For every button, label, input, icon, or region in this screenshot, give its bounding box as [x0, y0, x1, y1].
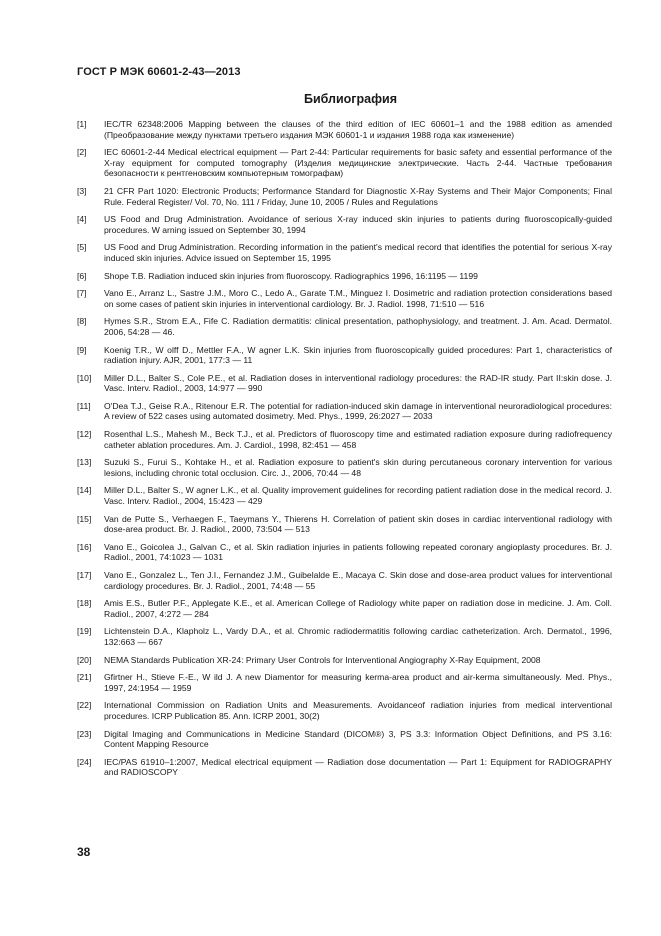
bibliography-entry	[77, 119, 612, 140]
bibliography-entry	[77, 345, 612, 366]
bibliography-entry	[77, 729, 612, 750]
bibliography-entry	[77, 271, 612, 282]
entry-number: [6]	[77, 270, 87, 281]
entry-text: Miller D.L., Balter S., Cole P.E., et al. Radiation doses in interventional radiology procedures: the RAD-IR study. Part II:skin dose. J. Vasc. Interv. Radiol., 2003, 14:977 — 990	[104, 372, 612, 394]
entry-number: [9]	[77, 344, 87, 355]
entry-number: [17]	[77, 570, 92, 580]
entry-text: US Food and Drug Administration. Recording information in the patient's medical record that identifies the potential for serious X-ray induced skin injuries. Advice issued on September 15, 1995	[104, 242, 612, 263]
entry-text: Amis E.S., Butler P.F., Applegate K.E., et al. American College of Radiology white paper on radiation dose in medicine. J. Am. Coll. Radiol., 2007, 4:272 — 284	[104, 598, 612, 619]
entry-text: O'Dea T.J., Geise R.A., Ritenour E.R. The potential for radiation-induced skin damage in interventional neuroradiological procedures: A review of 522 cases using automated dosimetry. Med. Phys., 1999, 26:2027 — 2033	[104, 400, 612, 422]
entry-text: Rosenthal L.S., Mahesh M., Beck T.J., et al. Predictors of fluoroscopy time and estimated radiation exposure during radiofrequency catheter ablation procedures. Am. J. Cardiol., 1998, 82:451 — 458	[104, 429, 612, 450]
entry-text: US Food and Drug Administration. Avoidance of serious X-ray induced skin injuries to patients during fluoroscopically-guided procedures. W arning issued on September 30, 1994	[104, 214, 612, 235]
entry-number: [19]	[77, 626, 92, 637]
entry-number: [16]	[77, 541, 92, 552]
entry-number: [21]	[77, 672, 92, 683]
entry-text: Shope T.B. Radiation induced skin injuries from fluoroscopy. Radiographics 1996, 16:1195 — 1199	[104, 270, 478, 281]
bibliography-entry	[77, 401, 612, 422]
bibliography-entry	[77, 655, 612, 666]
bibliography-entry	[77, 186, 612, 207]
bibliography-entry	[77, 757, 612, 778]
entry-text: IEC/PAS 61910–1:2007, Medical electrical equipment — Radiation dose documentation — Part 1: Equipment for RADIOGRAPHY and RADIOSCOPY	[104, 756, 612, 778]
section-title: Библиография	[303, 92, 398, 106]
entry-number: [5]	[77, 242, 87, 253]
entry-number: [22]	[77, 700, 92, 711]
entry-number: [12]	[77, 429, 92, 440]
bibliography-entry	[77, 288, 612, 309]
entry-text: Vano E., Arranz L., Sastre J.M., Moro C., Ledo A., Garate T.M., Minguez I. Dosimetric and radiation protection considerations based on some cases of patient skin injuries in interventional cardiology. Br. J. Radiol. 1998, 71:510 — 516	[104, 288, 612, 309]
entry-text: IEC/TR 62348:2006 Mapping between the clauses of the third edition of IEC 60601–1 and the 1988 edition as amended (Преобразование между пунктами третьего издания МЭК 60601-1 и издания 1988 года как изменение)	[104, 119, 612, 140]
entry-number: [11]	[77, 400, 91, 411]
page-number: 38	[77, 845, 91, 859]
bibliography-list	[77, 119, 612, 785]
entry-text: NEMA Standards Publication XR-24: Primary User Controls for Interventional Angiography X-Ray Equipment, 2008	[104, 654, 541, 665]
entry-number: [14]	[77, 485, 92, 496]
entry-number: [10]	[77, 372, 92, 383]
entry-number: [4]	[77, 214, 87, 225]
entry-number: [15]	[77, 513, 92, 524]
bibliography-entry	[77, 147, 612, 179]
bibliography-entry	[77, 485, 612, 506]
entry-text: Suzuki S., Furui S., Kohtake H., et al. Radiation exposure to patient's skin during percutaneous coronary intervention for various lesions, including chronic total occlusion. Circ. J., 2006, 70:44 — 48	[104, 457, 612, 478]
entry-text: Gfirtner H., Stieve F.-E., W ild J. A new Diamentor for measuring kerma-area product and air-kerma simultaneously. Med. Phys., 1997, 24:1954 — 1959	[104, 672, 612, 693]
bibliography-entry	[77, 598, 612, 619]
entry-number: [13]	[77, 457, 92, 468]
bibliography-entry	[77, 316, 612, 337]
bibliography-entry	[77, 429, 612, 450]
entry-number: [7]	[77, 288, 87, 299]
bibliography-entry	[77, 672, 612, 693]
entry-text: Miller D.L., Balter S., W agner L.K., et al. Quality improvement guidelines for recording patient radiation dose in the medical record. J. Vasc. Interv. Radiol., 2004, 15:423 — 429	[104, 485, 612, 507]
entry-number: [3]	[77, 185, 87, 196]
entry-text: Koenig T.R., W olff D., Mettler F.A., W agner L.K. Skin injuries from fluoroscopically guided procedures: Part 1, characteristics of radiation injury. AJR, 2001, 177:3 — 11	[104, 344, 612, 366]
entry-number: [24]	[77, 756, 92, 767]
entry-number: [18]	[77, 598, 92, 609]
bibliography-entry	[77, 542, 612, 563]
entry-text: 21 CFR Part 1020: Electronic Products; Performance Standard for Diagnostic X-Ray Systems and Their Major Components; Final Rule. Federal Register/ Vol. 70, No. 111 / Friday, June 10, 2005 / Rules and Regulations	[104, 185, 612, 207]
entry-text: Van de Putte S., Verhaegen F., Taeymans Y., Thierens H. Correlation of patient skin doses in cardiac interventional radiology with dose-area product. Br. J. Radiol., 2000, 73:504 — 513	[104, 513, 612, 535]
entry-number: [2]	[77, 147, 87, 158]
entry-text: Vano E., Gonzalez L., Ten J.I., Fernandez J.M., Guibelalde E., Macaya C. Skin dose and dose-area product values for interventional cardiology procedures. Br. J. Radiol., 2001, 74:48 — 55	[104, 570, 612, 591]
entry-number: [1]	[77, 119, 87, 129]
entry-text: IEC 60601-2-44 Medical electrical equipment — Part 2-44: Particular requirements for basic safety and essential performance of the X-ray equipment for computed tomography (Изделия медицинские электрические. Часть 2-44. Частные требования безопасности к рентгеновским компьютерным томографам)	[104, 147, 612, 179]
bibliography-entry	[77, 373, 612, 394]
entry-text: International Commission on Radiation Units and Measurements. Avoidanceof radiation injuries from medical interventional procedures. ICRP Publication 85. Ann. ICRP 2001, 30(2)	[104, 700, 612, 721]
bibliography-entry	[77, 514, 612, 535]
entry-number: [23]	[77, 728, 92, 739]
entry-text: Hymes S.R., Strom E.A., Fife C. Radiation dermatitis: clinical presentation, pathophysiology, and treatment. J. Am. Acad. Dermatol. 2006, 54:28 — 46.	[104, 316, 612, 337]
entry-number: [8]	[77, 316, 87, 327]
entry-number: [20]	[77, 654, 92, 665]
entry-text: Lichtenstein D.A., Klapholz L., Vardy D.A., et al. Chromic radiodermatitis following cardiac catheterization. Arch. Dermatol., 1996, 132:663 — 667	[104, 626, 612, 647]
bibliography-entry	[77, 626, 612, 647]
bibliography-entry	[77, 214, 612, 235]
entry-text: Vano E., Goicolea J., Galvan C., et al. Skin radiation injuries in patients following repeated coronary angioplasty procedures. Br. J. Radiol., 2001, 74:1023 — 1031	[104, 541, 612, 563]
bibliography-entry	[77, 242, 612, 263]
bibliography-entry	[77, 457, 612, 478]
bibliography-entry	[77, 700, 612, 721]
document-header: ГОСТ Р МЭК 60601-2-43—2013	[77, 66, 241, 78]
entry-text: Digital Imaging and Communications in Medicine Standard (DICOM®) 3, PS 3.3: Information Object Definitions, and PS 3.16: Content Mapping Resource	[104, 728, 612, 750]
bibliography-entry	[77, 570, 612, 591]
